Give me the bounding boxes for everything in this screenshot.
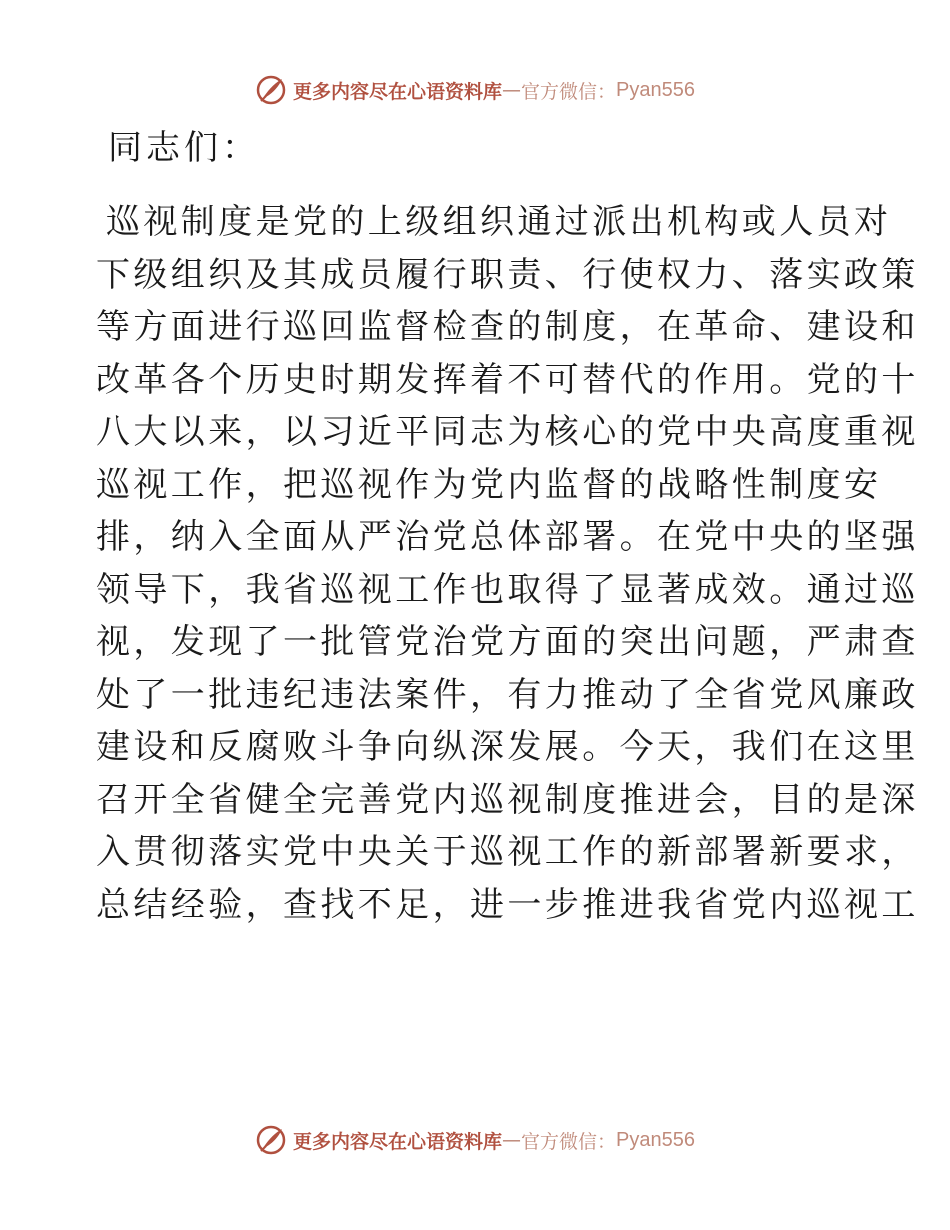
quill-logo-icon — [255, 74, 287, 106]
text-line: 等方面进行巡回监督检查的制度，在革命、建设和 — [96, 307, 919, 347]
text-line: 巡视工作，把巡视作为党内监督的战略性制度安 — [96, 464, 882, 505]
text-line: 巡视制度是党的上级组织通过派出机构或人员对 — [106, 202, 892, 242]
quill-logo-icon — [255, 1124, 287, 1156]
header-banner — [0, 70, 950, 110]
text-line: 领导下，我省巡视工作也取得了显著成效。通过巡 — [96, 569, 919, 610]
text-line: 建设和反腐败斗争向纵深发展。今天，我们在这里 — [96, 727, 919, 767]
text-line: 总结经验，查找不足，进一步推进我省党内巡视工 — [96, 884, 919, 925]
banner-wechat-id: Pyan556 — [616, 1128, 695, 1151]
text-line: 下级组织及其成员履行职责、行使权力、落实政策 — [96, 254, 919, 295]
text-line: 处了一批违纪违法案件，有力推动了全省党风廉政 — [96, 674, 919, 715]
banner-main-text: 更多内容尽在心语资料库 — [293, 1130, 503, 1153]
greeting: 同志们： — [108, 128, 260, 168]
text-line: 入贯彻落实党中央关于巡视工作的新部署新要求， — [96, 832, 919, 872]
banner-wechat-label: 官方微信： — [521, 80, 617, 103]
banner-wechat-id: Pyan556 — [616, 78, 695, 101]
text-line: 八大以来，以习近平同志为核心的党中央高度重视 — [96, 412, 919, 452]
text-line: 排，纳入全面从严治党总体部署。在党中央的坚强 — [96, 517, 919, 557]
footer-banner — [0, 1120, 950, 1160]
body-paragraph — [96, 196, 919, 931]
text-line: 召开全省健全完善党内巡视制度推进会，目的是深 — [96, 779, 919, 820]
banner-separator: — — [502, 1129, 522, 1151]
banner-main-text: 更多内容尽在心语资料库 — [293, 80, 503, 103]
text-line: 改革各个历史时期发挥着不可替代的作用。党的十 — [96, 359, 919, 400]
banner-separator: — — [502, 79, 522, 101]
banner-wechat-label: 官方微信： — [521, 1130, 617, 1153]
text-line: 视，发现了一批管党治党方面的突出问题，严肃查 — [96, 622, 919, 662]
